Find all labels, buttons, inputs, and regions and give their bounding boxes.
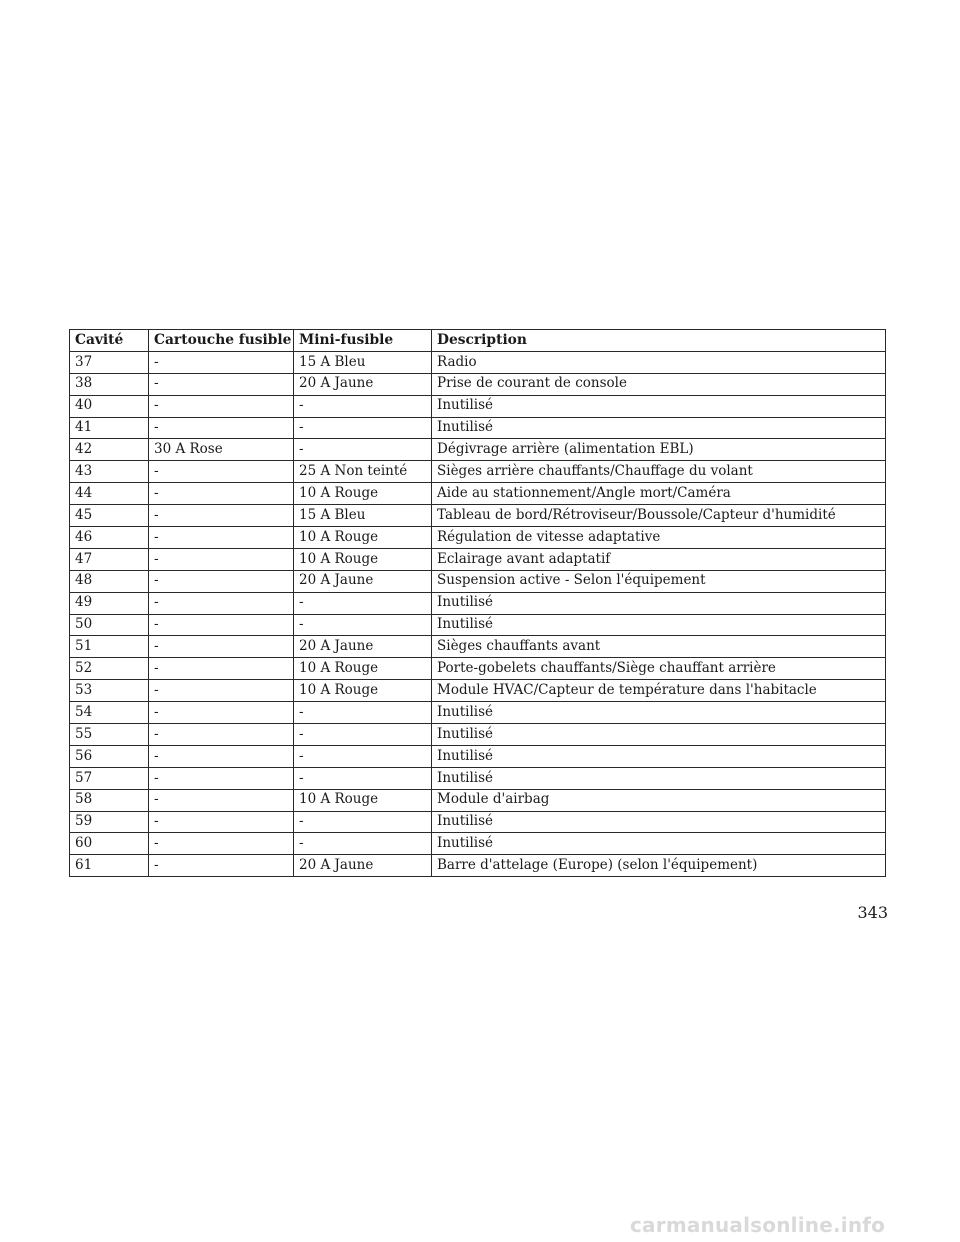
cell-cartouche-fusible: -	[149, 351, 294, 373]
cell-cavite: 59	[70, 811, 149, 833]
page-number: 343	[857, 903, 888, 922]
table-row	[70, 658, 886, 680]
cell-cavite: 55	[70, 724, 149, 746]
cell-cartouche-fusible: -	[149, 636, 294, 658]
table-row	[70, 461, 886, 483]
cell-mini-fusible: -	[294, 724, 432, 746]
cell-cartouche-fusible: -	[149, 461, 294, 483]
cell-cavite: 56	[70, 745, 149, 767]
fuse-table	[69, 329, 886, 877]
cell-mini-fusible: 20 A Jaune	[294, 636, 432, 658]
cell-cavite: 46	[70, 527, 149, 549]
cell-cavite: 60	[70, 833, 149, 855]
table-body	[70, 351, 886, 876]
cell-description: Suspension active - Selon l'équipement	[432, 570, 886, 592]
cell-cartouche-fusible: -	[149, 855, 294, 877]
cell-mini-fusible: 20 A Jaune	[294, 570, 432, 592]
cell-mini-fusible: 10 A Rouge	[294, 680, 432, 702]
cell-cartouche-fusible: -	[149, 789, 294, 811]
cell-cartouche-fusible: -	[149, 373, 294, 395]
table-row	[70, 767, 886, 789]
cell-description: Inutilisé	[432, 395, 886, 417]
table-row	[70, 417, 886, 439]
table-row	[70, 614, 886, 636]
cell-cartouche-fusible: 30 A Rose	[149, 439, 294, 461]
cell-description: Sièges arrière chauffants/Chauffage du volant	[432, 461, 886, 483]
cell-description: Inutilisé	[432, 614, 886, 636]
cell-mini-fusible: -	[294, 592, 432, 614]
table-row	[70, 527, 886, 549]
cell-cavite: 41	[70, 417, 149, 439]
cell-description: Module HVAC/Capteur de température dans l'habitacle	[432, 680, 886, 702]
cell-cavite: 40	[70, 395, 149, 417]
table-row	[70, 483, 886, 505]
cell-mini-fusible: -	[294, 395, 432, 417]
table-row	[70, 636, 886, 658]
cell-mini-fusible: 10 A Rouge	[294, 527, 432, 549]
cell-cartouche-fusible: -	[149, 614, 294, 636]
cell-cavite: 57	[70, 767, 149, 789]
cell-cavite: 37	[70, 351, 149, 373]
header-description: Description	[432, 330, 886, 352]
cell-cavite: 61	[70, 855, 149, 877]
cell-cartouche-fusible: -	[149, 767, 294, 789]
cell-cavite: 49	[70, 592, 149, 614]
cell-description: Porte-gobelets chauffants/Siège chauffant arrière	[432, 658, 886, 680]
cell-cartouche-fusible: -	[149, 811, 294, 833]
table-row	[70, 395, 886, 417]
cell-cartouche-fusible: -	[149, 702, 294, 724]
cell-cartouche-fusible: -	[149, 570, 294, 592]
table-row	[70, 592, 886, 614]
cell-description: Dégivrage arrière (alimentation EBL)	[432, 439, 886, 461]
cell-mini-fusible: 15 A Bleu	[294, 505, 432, 527]
cell-cavite: 53	[70, 680, 149, 702]
cell-description: Inutilisé	[432, 702, 886, 724]
cell-cavite: 47	[70, 548, 149, 570]
cell-description: Inutilisé	[432, 833, 886, 855]
cell-description: Inutilisé	[432, 724, 886, 746]
cell-cavite: 42	[70, 439, 149, 461]
cell-description: Radio	[432, 351, 886, 373]
table-row	[70, 373, 886, 395]
table-row	[70, 680, 886, 702]
cell-mini-fusible: 25 A Non teinté	[294, 461, 432, 483]
table-row	[70, 745, 886, 767]
table-row	[70, 570, 886, 592]
cell-cartouche-fusible: -	[149, 417, 294, 439]
cell-mini-fusible: 10 A Rouge	[294, 483, 432, 505]
cell-mini-fusible: 10 A Rouge	[294, 548, 432, 570]
cell-cartouche-fusible: -	[149, 724, 294, 746]
cell-mini-fusible: 10 A Rouge	[294, 658, 432, 680]
cell-mini-fusible: -	[294, 767, 432, 789]
cell-cartouche-fusible: -	[149, 527, 294, 549]
cell-cavite: 54	[70, 702, 149, 724]
table-row	[70, 351, 886, 373]
cell-description: Aide au stationnement/Angle mort/Caméra	[432, 483, 886, 505]
cell-cartouche-fusible: -	[149, 592, 294, 614]
cell-cavite: 45	[70, 505, 149, 527]
cell-cartouche-fusible: -	[149, 505, 294, 527]
watermark: carmanualsonline.info	[630, 1213, 886, 1237]
cell-description: Tableau de bord/Rétroviseur/Boussole/Capteur d'humidité	[432, 505, 886, 527]
cell-cartouche-fusible: -	[149, 483, 294, 505]
cell-cartouche-fusible: -	[149, 395, 294, 417]
cell-description: Régulation de vitesse adaptative	[432, 527, 886, 549]
cell-cartouche-fusible: -	[149, 680, 294, 702]
table-row	[70, 702, 886, 724]
table-row	[70, 855, 886, 877]
cell-mini-fusible: -	[294, 417, 432, 439]
cell-mini-fusible: -	[294, 745, 432, 767]
cell-mini-fusible: -	[294, 614, 432, 636]
cell-description: Sièges chauffants avant	[432, 636, 886, 658]
table-row	[70, 548, 886, 570]
cell-description: Inutilisé	[432, 417, 886, 439]
cell-description: Prise de courant de console	[432, 373, 886, 395]
cell-cartouche-fusible: -	[149, 658, 294, 680]
cell-description: Inutilisé	[432, 767, 886, 789]
cell-cavite: 58	[70, 789, 149, 811]
cell-cavite: 38	[70, 373, 149, 395]
cell-cartouche-fusible: -	[149, 548, 294, 570]
cell-mini-fusible: -	[294, 439, 432, 461]
cell-cartouche-fusible: -	[149, 745, 294, 767]
cell-cartouche-fusible: -	[149, 833, 294, 855]
cell-cavite: 51	[70, 636, 149, 658]
cell-cavite: 43	[70, 461, 149, 483]
table-row	[70, 505, 886, 527]
cell-description: Eclairage avant adaptatif	[432, 548, 886, 570]
table-header-row	[70, 330, 886, 352]
cell-cavite: 48	[70, 570, 149, 592]
table-row	[70, 789, 886, 811]
cell-description: Barre d'attelage (Europe) (selon l'équipement)	[432, 855, 886, 877]
cell-mini-fusible: 15 A Bleu	[294, 351, 432, 373]
cell-cavite: 44	[70, 483, 149, 505]
cell-mini-fusible: -	[294, 702, 432, 724]
cell-description: Inutilisé	[432, 745, 886, 767]
table-row	[70, 439, 886, 461]
cell-cavite: 50	[70, 614, 149, 636]
table-row	[70, 724, 886, 746]
table-row	[70, 833, 886, 855]
cell-description: Module d'airbag	[432, 789, 886, 811]
header-cartouche-fusible: Cartouche fusible	[149, 330, 294, 352]
cell-cavite: 52	[70, 658, 149, 680]
table-row	[70, 811, 886, 833]
cell-mini-fusible: 20 A Jaune	[294, 855, 432, 877]
cell-mini-fusible: -	[294, 811, 432, 833]
header-cavite: Cavité	[70, 330, 149, 352]
cell-mini-fusible: 20 A Jaune	[294, 373, 432, 395]
cell-mini-fusible: -	[294, 833, 432, 855]
cell-description: Inutilisé	[432, 592, 886, 614]
cell-mini-fusible: 10 A Rouge	[294, 789, 432, 811]
header-mini-fusible: Mini-fusible	[294, 330, 432, 352]
cell-description: Inutilisé	[432, 811, 886, 833]
